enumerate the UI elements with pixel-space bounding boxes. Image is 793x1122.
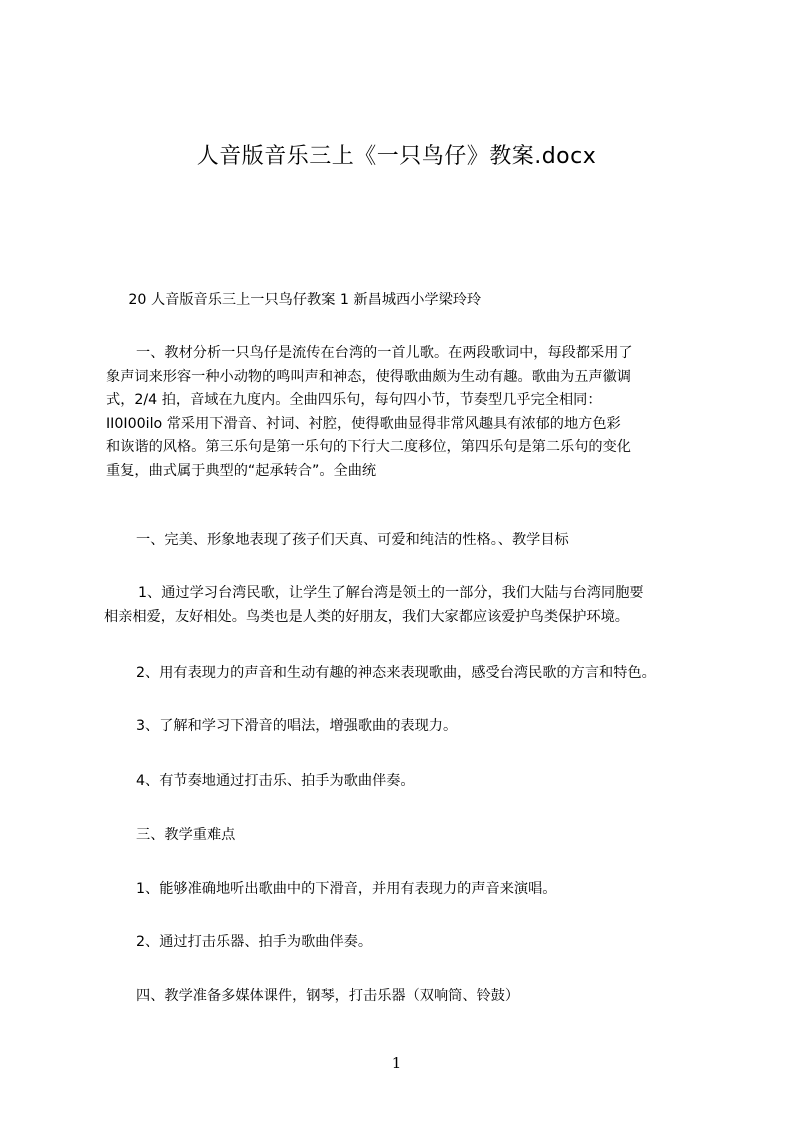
goal-item-1 — [104, 582, 724, 629]
goal-item-2: 2、用有表现力的声音和生动有趣的神态来表现歌曲，感受台湾民歌的方言和特色。 — [136, 665, 656, 681]
goal-item-line: 1、通过学习台湾民歌，让学生了解台湾是领土的一部分，我们大陆与台湾同胞要 — [138, 585, 644, 601]
document-title: 人音版音乐三上《一只鸟仔》教案.docx — [196, 144, 597, 169]
analysis-line: 一、教材分析一只鸟仔是流传在台湾的一首儿歌。在两段歌词中，每段都采用了 — [136, 345, 633, 361]
goal-heading: 一、完美、形象地表现了孩子们天真、可爱和纯洁的性格。、教学目标 — [136, 532, 569, 548]
difficulty-heading: 三、教学重难点 — [136, 827, 236, 843]
analysis-paragraph — [100, 342, 720, 484]
analysis-line: 象声词来形容一种小动物的鸣叫声和神态，使得歌曲颇为生动有趣。歌曲为五声徽调 — [106, 368, 631, 385]
analysis-line: II0I00ilo 常采用下滑音、衬词、衬腔，使得歌曲显得非常风趣具有浓郁的地方色彩 — [106, 415, 621, 432]
goal-item-line: 相亲相爱，友好相处。鸟类也是人类的好朋友，我们大家都应该爱护鸟类保护环境。 — [104, 608, 629, 625]
goal-item-3: 3、了解和学习下滑音的唱法，增强歌曲的表现力。 — [136, 718, 458, 734]
page-number: 1 — [391, 1054, 402, 1072]
analysis-line: 和诙谐的风格。第三乐句是第一乐句的下行大二度移位，第四乐句是第二乐句的变化 — [106, 439, 631, 456]
goal-item-4: 4、有节奏地通过打击乐、拍手为歌曲伴奏。 — [136, 773, 415, 789]
difficulty-item-2: 2、通过打击乐器、拍手为歌曲伴奏。 — [136, 934, 373, 950]
subtitle-paragraph: 20 人音版音乐三上一只鸟仔教案 1 新昌城西小学梁玲玲 — [128, 292, 482, 308]
preparation-paragraph: 四、教学准备多媒体课件，钢琴，打击乐器（双响筒、铃鼓） — [136, 988, 520, 1004]
analysis-line: 式，2/4 拍，音域在九度内。全曲四乐句，每句四小节，节奏型几乎完全相同： — [106, 392, 602, 409]
difficulty-item-1: 1、能够准确地听出歌曲中的下滑音，并用有表现力的声音来演唱。 — [136, 881, 557, 897]
analysis-line: 重复，曲式属于典型的“起承转合”。全曲统 — [106, 462, 377, 479]
